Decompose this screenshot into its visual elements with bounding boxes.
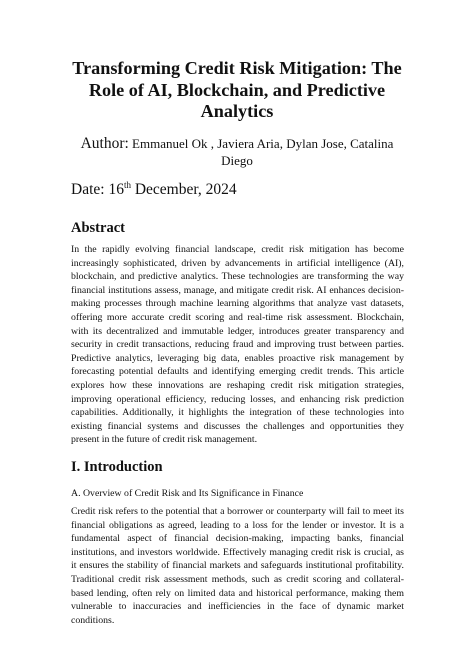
author-label: Author: (80, 135, 129, 152)
date-line (71, 180, 237, 199)
paper-title: Transforming Credit Risk Mitigation: The Role of AI, Blockchain, and Predictive Analytics (72, 58, 402, 121)
date-rest: December, 2024 (130, 181, 237, 198)
abstract-heading: Abstract (71, 220, 125, 236)
abstract-paragraph: In the rapidly evolving financial landscape, credit risk mitigation has become increasingly sophisticated, driven by advancements in artificial intelligence (AI), blockchain, and predictive analytics. These technologies are transforming the way financial institutions assess, manage, and mitigate credit risk. AI enhances decision-making processes through machine learning algorithms that analyze vast datasets, offering more accurate credit scoring and real-time risk assessment. Blockchain, with its decentralized and immutable ledger, introduces greater transparency and security in credit transactions, reducing fraud and improving trust between parties. Predictive analytics, leveraging big data, enables proactive risk management by forecasting potential defaults and identifying emerging credit trends. This article explores how these innovations are reshaping credit risk mitigation strategies, improving operational efficiency, reducing losses, and enhancing risk prediction capabilities. Additionally, it highlights the integration of these technologies into existing financial systems and discusses the challenges and opportunities they present in the future of credit risk management. (71, 244, 404, 446)
introduction-paragraph: Credit risk refers to the potential that a borrower or counterparty will fail to meet its financial obligations as agreed, leading to a loss for the lender or investor. It is a fundamental aspect of financial decision-making, impacting banks, financial institutions, and investors worldwide. Effectively managing credit risk is crucial, as it ensures the stability of financial markets and safeguards institutional profitability. Traditional credit risk assessment methods, such as credit scoring and collateral-based lending, often rely on limited data and historical performance, making them vulnerable to inaccuracies and inefficiencies in the face of dynamic market conditions. (71, 506, 404, 626)
subsection-heading: A. Overview of Credit Risk and Its Significance in Finance (71, 488, 304, 499)
date-label: Date: 16 (71, 181, 124, 198)
author-names: Emmanuel Ok , Javiera Aria, Dylan Jose, Catalina Diego (132, 136, 394, 168)
author-line (72, 135, 402, 169)
section-heading-introduction: I. Introduction (71, 459, 163, 475)
date-ordinal: th (123, 180, 131, 190)
